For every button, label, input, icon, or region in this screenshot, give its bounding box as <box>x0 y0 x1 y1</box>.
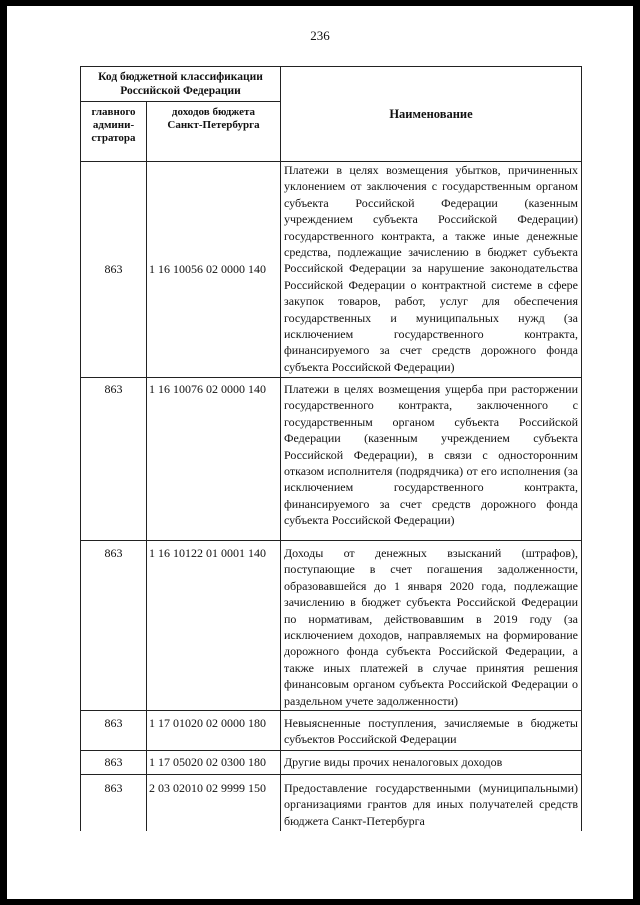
table-row <box>81 775 582 831</box>
table-row <box>81 751 582 775</box>
name-header: Наименование <box>281 67 582 162</box>
document-page <box>7 6 633 899</box>
income-code: 1 17 01020 02 0000 180 <box>147 711 281 751</box>
admin-code: 863 <box>81 541 147 711</box>
income-header: доходов бюджета Санкт-Петербурга <box>147 102 281 162</box>
page-number: 236 <box>310 28 330 43</box>
admin-code: 863 <box>81 711 147 751</box>
income-name: Платежи в целях возмещения ущерба при расторжении государственного контракта, заключенного с государственным органом субъекта Российской Федерации (казенным учреждением субъекта Российской Федерации), в связи с односторонним отказом исполнителя (подрядчика) от его исполнения (за исключением государственного контракта, финансируемого за счет средств дорожного фонда субъекта Российской Федерации) <box>281 378 582 541</box>
income-code: 2 03 02010 02 9999 150 <box>147 775 281 831</box>
income-name: Платежи в целях возмещения убытков, причиненных уклонением от заключения с государственным органом субъекта Российской Федерации (казенным учреждением субъекта Российской Федерации) государственного контракта, а также иные денежные средства, подлежащие зачислению в бюджет субъекта Российской Федерации за нарушение законодательства Российской Федерации о контрактной системе в сфере закупок товаров, работ, услуг для обеспечения государственных и муниципальных нужд (за исключением государственного контракта, финансируемого за счет средств дорожного фонда субъекта Российской Федерации) <box>281 162 582 378</box>
table-row <box>81 541 582 711</box>
kbk-table <box>80 66 582 831</box>
admin-code: 863 <box>81 162 147 378</box>
table-row <box>81 162 582 378</box>
income-code: 1 16 10076 02 0000 140 <box>147 378 281 541</box>
admin-header: главного админи-стратора <box>81 102 147 162</box>
header-row-1 <box>81 67 582 102</box>
table-row <box>81 378 582 541</box>
admin-code: 863 <box>81 775 147 831</box>
income-name: Невыясненные поступления, зачисляемые в бюджеты субъектов Российской Федерации <box>281 711 582 751</box>
table-row <box>81 711 582 751</box>
income-name: Предоставление государственными (муниципальными) организациями грантов для иных получателей средств бюджета Санкт-Петербурга <box>281 775 582 831</box>
admin-code: 863 <box>81 378 147 541</box>
income-code: 1 16 10122 01 0001 140 <box>147 541 281 711</box>
income-code: 1 17 05020 02 0300 180 <box>147 751 281 775</box>
income-name: Доходы от денежных взысканий (штрафов), поступающие в счет погашения задолженности, образовавшейся до 1 января 2020 года, подлежащие зачислению в бюджет субъекта Российской Федерации по нормативам, действовавшим в 2019 году (за исключением доходов, направляемых на формирование дорожного фонда субъекта Российской Федерации, а также иных платежей в случае принятия решения финансовым органом субъекта Российской Федерации о раздельном учете задолженности) <box>281 541 582 711</box>
income-name: Другие виды прочих неналоговых доходов <box>281 751 582 775</box>
kbk-header: Код бюджетной классификации Российской Федерации <box>81 67 281 102</box>
admin-code: 863 <box>81 751 147 775</box>
income-code: 1 16 10056 02 0000 140 <box>147 162 281 378</box>
